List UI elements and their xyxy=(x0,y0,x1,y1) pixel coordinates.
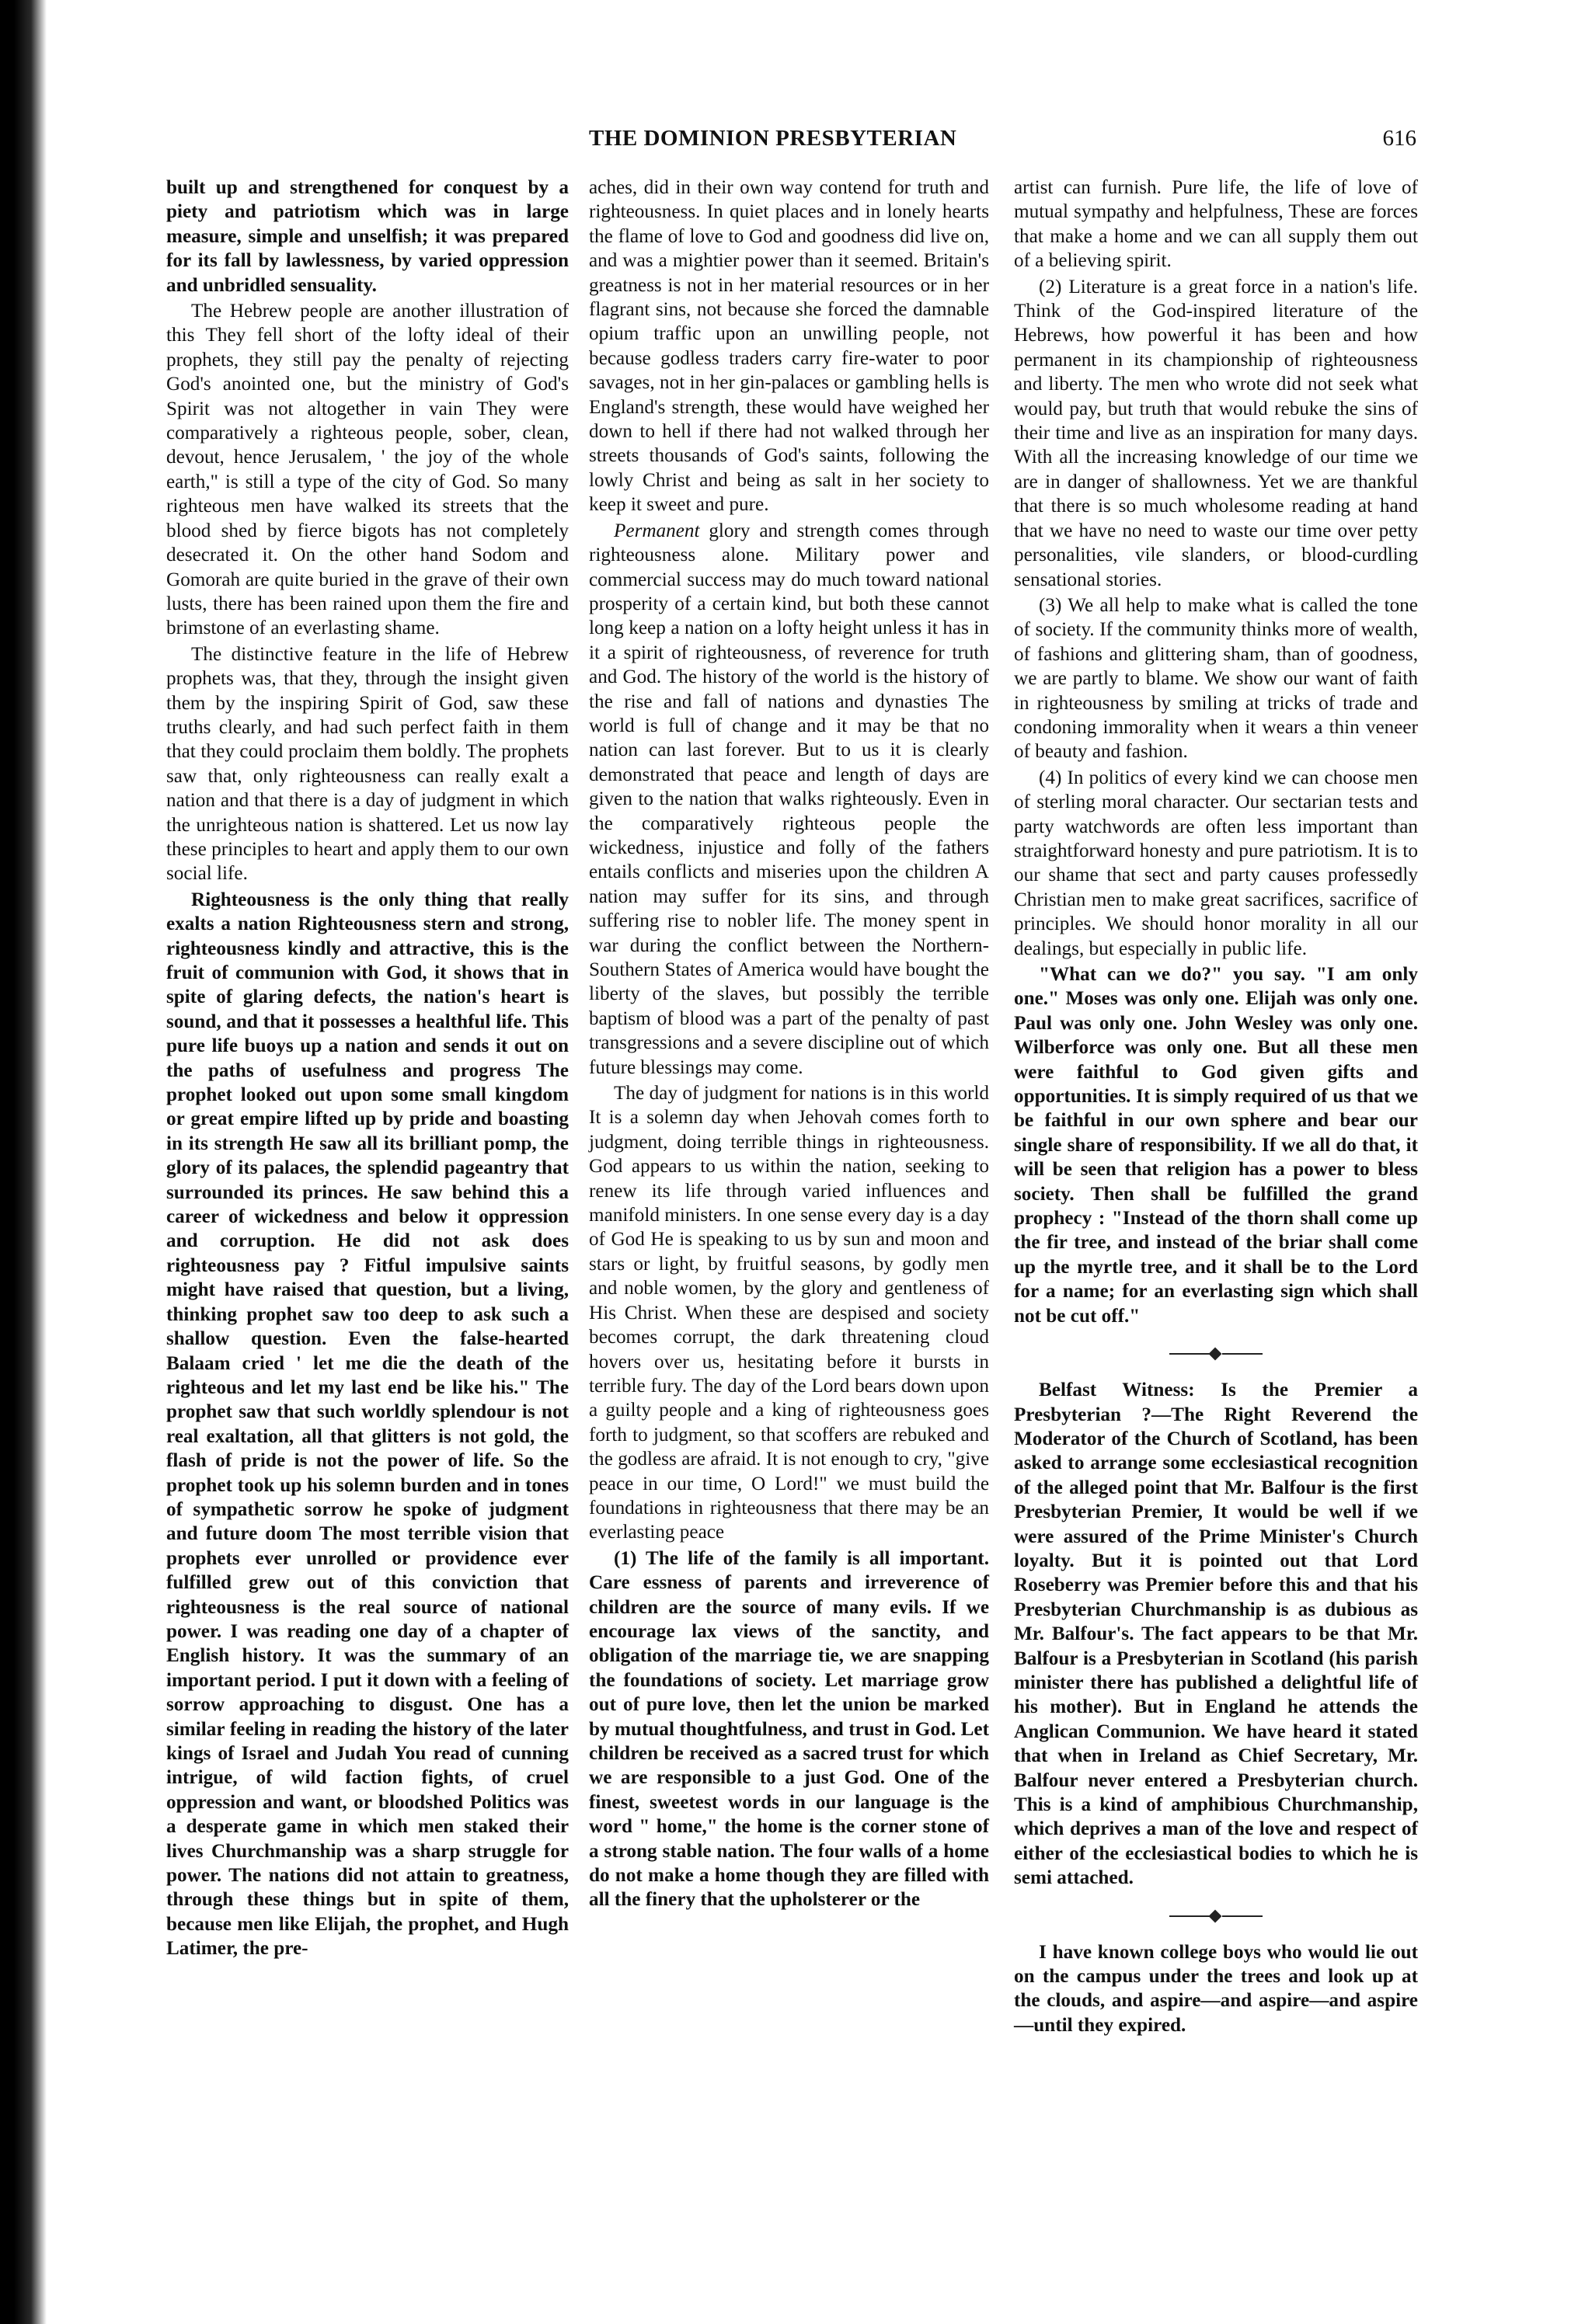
divider-diamond xyxy=(1209,1348,1222,1361)
divider-line-right xyxy=(1222,1353,1263,1355)
belfast-witness-note: Belfast Witness: Is the Premier a Presbyterian ?—The Right Reverend the Moderator of the Church of Scotland, has been asked to arrange some ecclesiastical recognition of the alleged point that Mr. Balfour is the first Presbyterian Premier, It would be well if we were assured of the Prime Minister's Church loyalty. But it is pointed out that Lord Roseberry was Premier before this and that his Presbyterian Churchmanship is as dubious as Mr. Balfour's. The fact appears to be that Mr. Balfour is a Presbyterian in Scotland (his parish minister there has published a delightful life of his mother). But in England he attends the Anglican Communion. We have heard it stated that when in Ireland as Chief Secretary, Mr. Balfour never entered a Presbyterian church. This is a kind of amphibious Churchmanship, which deprives a man of the love and respect of either of the ecclesiastical bodies to which he is semi attached. xyxy=(1014,1379,1418,1889)
section-divider-ornament-2 xyxy=(1169,1911,1263,1922)
divider-line-left xyxy=(1169,1353,1210,1355)
column-1-paragraph-3: The distinctive feature in the life of Hebrew prophets was, that they, through the insight given them by the inspiring Spirit of God, saw these truths clearly, and had such perfect faith in them that they could proclaim them boldly. The prophets saw that, only righteousness can really exalt a nation and that there is a day of judgment in which the unrighteous nation is shattered. Let us now lay these principles to heart and apply them to our own social life. xyxy=(166,643,569,885)
publication-title: THE DOMINION PRESBYTERIAN xyxy=(589,126,957,151)
column-2-paragraph-3: The day of judgment for nations is in this world It is a solemn day when Jehovah comes forth to judgment, doing terrible things in righteousness. God appears to us within the nation, seeking to renew its life through varied influences and manifold ministers. In one sense every day is a day of God He is speaking to us by sun and moon and stars or light, by fruitful seasons, by godly men and noble women, by the glory and gentleness of His Christ. When these are despised and society becomes corrupt, the dark threatening cloud hovers over us, hesitating before it bursts in terrible fury. The day of the Lord bears down upon a guilty people and a king of righteousness goes forth to judgment, so that scoffers are rebuked and the godless are afraid. It is not enough to cry, "give peace in our time, O Lord!" we must build the foundations in righteousness that there may be an everlasting peace xyxy=(589,1083,989,1543)
column-2-paragraph-2-text: glory and strength comes through righteousness alone. Military power and commercial success may do much toward national prosperity of a certain kind, but both these cannot long keep a nation on a lofty height unless it has in it a spirit of righteousness, of reverence for truth and God. The history of the world is the history of the rise and fall of nations and dynasties The world is full of change and it may be that no nation can last forever. But to us it is clearly demonstrated that peace and length of days are given to the nation that walks righteously. Even in the comparatively righteous people the wickedness, injustice and folly of the fathers entails conflicts and miseries upon the children A nation may suffer for its sins, and through suffering rise to nobler life. The money spent in war during the conflict between the Northern-Southern States of America would have bought the liberty of the slaves, but possibly the terrible baptism of blood was a part of the penalty of past transgressions and a severe discipline out of which future blessings may come. xyxy=(589,520,989,1078)
column-3-paragraph-1: artist can furnish. Pure life, the life of love of mutual sympathy and helpfulness, These are forces that make a home and we can all supply them out of a believing spirit. xyxy=(1014,177,1418,272)
column-3-paragraph-3: (3) We all help to make what is called the tone of society. If the community thinks more of wealth, of fashions and glittering sham, than of goodness, we are partly to blame. We show our want of faith in righteousness by smiling at tricks of trade and condoning immorality when it wears a thin veneer of beauty and fashion. xyxy=(1014,594,1418,763)
column-1-paragraph-4: Righteousness is the only thing that really exalts a nation Righteousness stern and strong, righteousness kindly and attractive, this is the fruit of communion with God, it shows that in spite of glaring defects, the nation's heart is sound, and that it possesses a healthful life. This pure life buoys up a nation and sends it out on the paths of usefulness and progress The prophet looked out upon some small kingdom or great empire lifted up by pride and boasting in its strength He saw all its brilliant pomp, the glory of its palaces, the splendid pageantry that surrounded its princes. He saw behind this a career of wickedness and below it oppression and corruption. He did not ask does righteousness pay ? Fitful impulsive saints might have raised that question, but a living, thinking prophet saw too deep to ask such a shallow question. Even the false-hearted Balaam cried ' let me die the death of the righteous and let my last end be like his." The prophet saw that such worldly splendour is not real exaltation, all that glitters is not gold, the flash of pride is not the power of life. So the prophet took up his solemn burden and in tones of sympathetic sorrow he spoke of judgment and future doom The most terrible vision that prophets ever unrolled or providence ever fulfilled grew out of this conviction that righteousness is the real source of national power. I was reading one day of a chapter of English history. It was the summary of an important period. I put it down with a feeling of sorrow approaching to disgust. One has a similar feeling in reading the history of the later kings of Israel and Judah You read of cunning intrigue, of wild faction fights, of cruel oppression and want, or bloodshed Politics was a desperate game in which men staked their lives Churchmanship was a sharp struggle for power. The nations did not attain to greatness, through these things but in spite of them, because men like Elijah, the prophet, and Hugh Latimer, the pre- xyxy=(166,889,569,1960)
column-1-paragraph-1: built up and strengthened for conquest by a piety and patriotism which was in large measure, simple and unselfish; it was prepared for its fall by lawlessness, by varied oppression and unbridled sensuality. xyxy=(166,177,569,296)
page-header xyxy=(131,126,1432,157)
college-boys-note: I have known college boys who would lie out on the campus under the trees and look up at the clouds, and aspire—and aspire—and aspire—until they expired. xyxy=(1014,1941,1418,2036)
divider-diamond xyxy=(1209,1909,1222,1922)
divider-line-right xyxy=(1222,1915,1263,1917)
column-3-paragraph-2: (2) Literature is a great force in a nation's life. Think of the God-inspired literature of the Hebrews, how powerful it has been and how permanent in its championship of righteousness and liberty. The men who wrote did not seek what would pay, but truth that would rebuke the sins of their time and live as an inspiration for many days. With all the increasing knowledge of our time we are in danger of shallowness. Yet we are thankful that there is so much wholesome reading at hand that we have no need to waste our time over petty personalities, vile slanders, or blood-curdling sensational stories. xyxy=(1014,276,1418,590)
permanent-italic-lead: Permanent xyxy=(614,520,700,541)
column-3-paragraph-5: "What can we do?" you say. "I am only one." Moses was only one. Elijah was only one. Paul was only one. John Wesley was only one. Wilberforce was only one. But all these men were faithful to God given gifts and opportunities. It is simply required of us that we be faithful in our own sphere and bear our single share of responsibility. If we all do that, it will be seen that religion has a power to bless society. Then shall be fulfilled the grand prophecy : "Instead of the thorn shall come up the fir tree, and instead of the briar shall come up the myrtle tree, and it shall be to the Lord for a name; for an everlasting sign which shall not be cut off." xyxy=(1014,964,1418,1327)
column-1 xyxy=(166,176,569,1963)
column-3-paragraph-4: (4) In politics of every kind we can choose men of sterling moral character. Our sectarian tests and party watchwords are often less important than straightforward honesty and pure patriotism. It is to our shame that sect and party causes professedly Christian men to make great sacrifices, sacrifice of principles. We should honor morality in all our dealings, but especially in public life. xyxy=(1014,767,1418,959)
section-divider-ornament xyxy=(1169,1348,1263,1359)
newspaper-page xyxy=(131,0,1432,2324)
column-3 xyxy=(1014,176,1418,2039)
column-2-paragraph-4: (1) The life of the family is all important. Care essness of parents and irreverence of children are the source of many evils. If we encourage lax views of the sanctity, and obligation of the marriage tie, we are snapping the foundations of society. Let marriage grow out of pure love, then let the union be marked by mutual thoughtfulness, and trust in God. Let children be received as a sacred trust for which we are responsible to a just God. One of the finest, sweetest words in our language is the word " home," the home is the corner stone of a strong stable nation. The four walls of a home do not make a home though they are filled with all the finery that the upholsterer or the xyxy=(589,1547,989,1911)
page-number: 616 xyxy=(1382,126,1416,151)
divider-line-left xyxy=(1169,1915,1210,1917)
column-2 xyxy=(589,176,989,1914)
column-2-paragraph-1: aches, did in their own way contend for truth and righteousness. In quiet places and in lonely hearts the flame of love to God and goodness did live on, and was a mightier power than it seemed. Britain's greatness is not in her material resources or in her flagrant sins, not because she forced the damnable opium traffic upon an unwilling people, not because godless traders carry fire-water to poor savages, not in her gin-palaces or gambling hells is England's strength, these would have weighed her down to hell if there had not walked through her streets thousands of God's saints, following the lowly Christ and being as salt in her society to keep it sweet and pure. xyxy=(589,177,989,516)
scan-edge-shadow xyxy=(0,0,47,2324)
column-2-paragraph-2 xyxy=(589,519,989,1080)
column-1-paragraph-2: The Hebrew people are another illustration of this They fell short of the lofty ideal of their prophets, they still pay the penalty of rejecting God's anointed one, but the ministry of God's Spirit was not altogether in vain They were comparatively a righteous people, sober, clean, devout, hence Jerusalem, ' the joy of the whole earth," is still a type of the city of God. So many righteous men have walked its streets that the blood shed by fierce bigots has not completely desecrated it. On the other hand Sodom and Gomorah are quite buried in the grave of their own lusts, there has been rained upon them the fire and brimstone of an everlasting shame. xyxy=(166,301,569,639)
